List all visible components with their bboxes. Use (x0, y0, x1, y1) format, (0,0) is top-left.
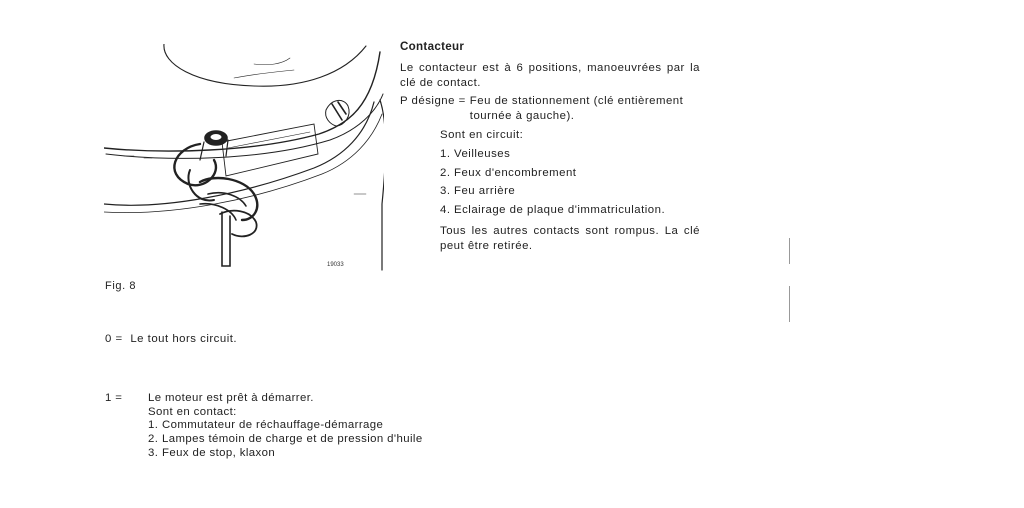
scan-edge-mark (789, 238, 790, 264)
list-item: 1. Veilleuses (440, 147, 511, 160)
in-contact-label: Sont en contact: (148, 405, 237, 418)
closing-paragraph: Tous les autres contacts sont rompus. La clé peut être retirée. (440, 224, 700, 252)
list-item: 1. Commutateur de réchauffage-démarrage (148, 419, 384, 432)
scan-edge-mark (789, 286, 790, 322)
list-item: 3. Feu arrière (440, 185, 516, 198)
contacteur-section (400, 40, 700, 254)
intro-paragraph: Le contacteur est à 6 positions, manoeuvrées par la clé de contact. (400, 61, 700, 89)
position-0-lead: 0 = (105, 333, 123, 345)
position-p-lead: P désigne = (400, 95, 466, 108)
list-item: 2. Feux d'encombrement (440, 166, 577, 179)
position-1-definition (105, 392, 423, 461)
position-1-lead: 1 = (105, 392, 123, 404)
position-0-text: Le tout hors circuit. (130, 333, 238, 345)
ignition-switch-illustration (104, 44, 384, 272)
position-p-definition (400, 94, 700, 124)
position-p-text: Feu de stationnement (clé entièrement tournée à gauche). (469, 95, 684, 123)
section-title: Contacteur (400, 40, 465, 53)
position-1-text: Le moteur est prêt à démarrer. (148, 392, 314, 404)
in-circuit-list (440, 147, 700, 218)
list-item: 2. Lampes témoin de charge et de pression d'huile (148, 433, 423, 446)
figure-reference-number: 19033 (327, 262, 344, 268)
list-item: 4. Eclairage de plaque d'immatriculation. (440, 204, 666, 217)
in-circuit-label: Sont en circuit: (440, 128, 524, 141)
in-circuit-block (440, 128, 700, 254)
list-item: 3. Feux de stop, klaxon (148, 446, 276, 459)
position-0-definition (105, 333, 237, 345)
figure-caption: Fig. 8 (105, 280, 137, 292)
in-contact-list (105, 419, 423, 460)
